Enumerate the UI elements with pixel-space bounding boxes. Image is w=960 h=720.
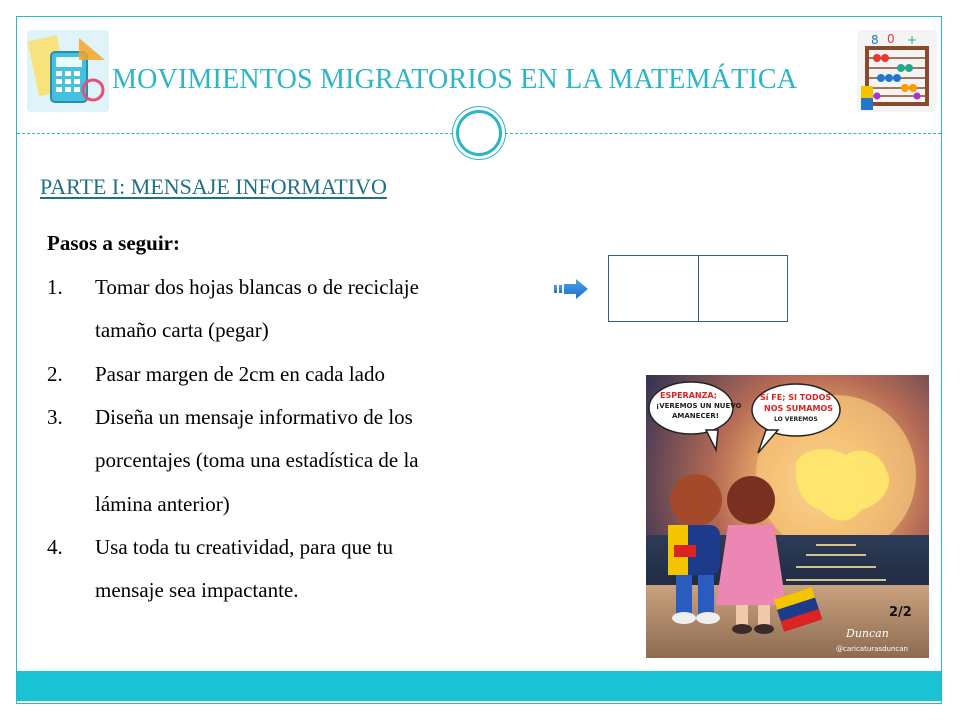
footer-bar xyxy=(17,671,941,701)
step-3-continuation: porcentajes (toma una estadística de la xyxy=(95,448,419,472)
math-tools-logo xyxy=(27,30,109,112)
step-number: 4. xyxy=(47,535,63,559)
step-number: 3. xyxy=(47,405,63,429)
section-subtitle: PARTE I: MENSAJE INFORMATIVO xyxy=(40,174,387,199)
svg-text:+: + xyxy=(907,33,918,47)
svg-text:0: 0 xyxy=(887,32,895,46)
divider-ring xyxy=(456,110,502,156)
step-3-continuation-2: lámina anterior) xyxy=(95,492,230,516)
steps-heading: Pasos a seguir: xyxy=(47,231,180,255)
sheet-divider xyxy=(698,256,699,321)
bubble-left-line-1: ESPERANZA; xyxy=(660,391,717,400)
right-arrow-icon xyxy=(554,279,588,299)
cartoon-illustration xyxy=(646,375,929,658)
bubble-left-line-3: AMANECER! xyxy=(672,412,719,420)
cartoon-page-counter: 2/2 xyxy=(889,605,912,620)
divider-left xyxy=(17,133,453,134)
cartoon-signature: Duncan xyxy=(846,627,889,640)
slide-title: MOVIMIENTOS MIGRATORIOS EN LA MATEMÁTICA xyxy=(112,64,798,95)
two-sheets-diagram xyxy=(608,255,788,322)
bubble-right-line-1: Sí FE; SI TODOS xyxy=(760,393,832,402)
step-4-continuation: mensaje sea impactante. xyxy=(95,578,299,602)
cartoon-credit: @caricaturasduncan xyxy=(836,645,908,653)
step-number: 2. xyxy=(47,362,63,386)
step-text: Tomar dos hojas blancas o de reciclaje xyxy=(95,275,419,299)
svg-text:8: 8 xyxy=(871,33,879,47)
step-text: Usa toda tu creatividad, para que tu xyxy=(95,535,393,559)
bubble-left-line-2: ¡VEREMOS UN NUEVO xyxy=(656,402,742,410)
divider-right xyxy=(505,133,941,134)
step-1-continuation: tamaño carta (pegar) xyxy=(95,318,269,342)
abacus-logo xyxy=(857,30,937,112)
step-text: Pasar margen de 2cm en cada lado xyxy=(95,362,385,386)
step-text: Diseña un mensaje informativo de los xyxy=(95,405,413,429)
bubble-right-line-3: LO VEREMOS xyxy=(774,416,818,423)
bubble-right-line-2: NOS SUMAMOS xyxy=(764,404,833,413)
step-number: 1. xyxy=(47,275,63,299)
